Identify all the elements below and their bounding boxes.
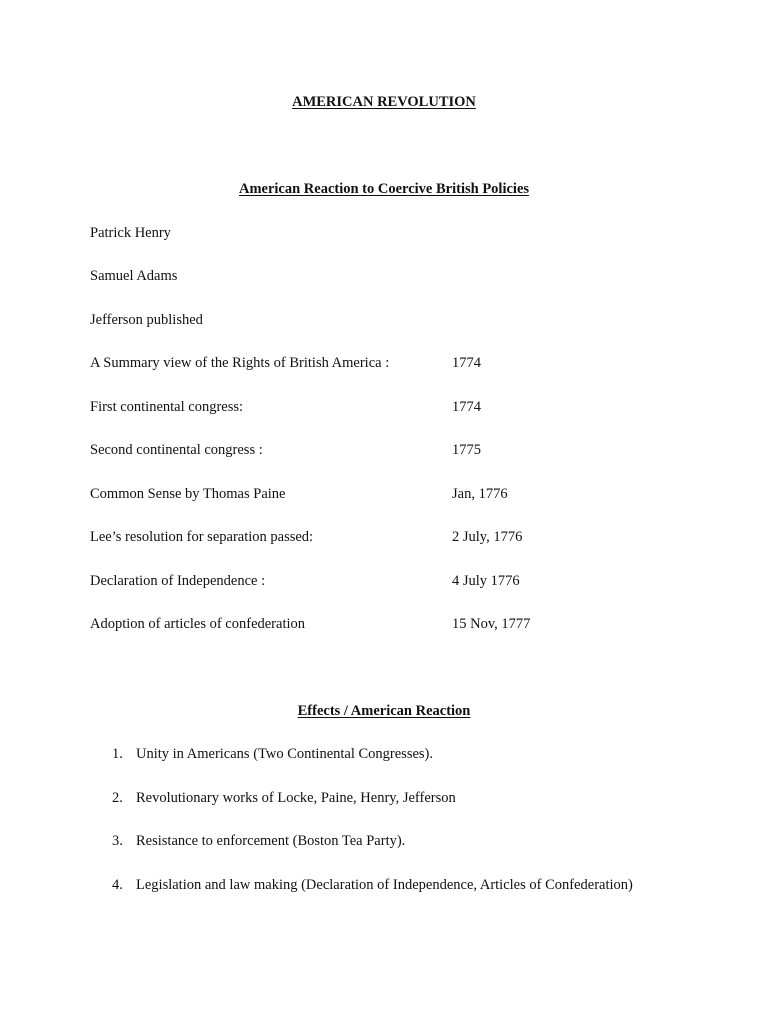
list-item (112, 790, 456, 807)
section-heading-effects: Effects / American Reaction (297, 703, 471, 719)
event-date: 15 Nov, 1777 (452, 616, 531, 632)
person-jefferson: Jefferson published (90, 312, 203, 328)
event-label: Lee’s resolution for separation passed: (90, 529, 314, 545)
event-row (90, 486, 690, 506)
event-date: Jan, 1776 (452, 486, 508, 502)
list-item (112, 877, 633, 894)
event-date: 2 July, 1776 (452, 529, 523, 545)
list-text: Legislation and law making (Declaration of Independence, Articles of Confederation) (136, 877, 633, 893)
list-number: 4. (112, 877, 123, 893)
event-label: First continental congress: (90, 399, 244, 415)
person-patrick-henry: Patrick Henry (90, 225, 171, 241)
list-text: Unity in Americans (Two Continental Congresses). (136, 746, 433, 762)
event-row (90, 573, 690, 593)
event-label: Adoption of articles of confederation (90, 616, 306, 632)
event-label: Second continental congress : (90, 442, 263, 458)
document-title: AMERICAN REVOLUTION (292, 94, 476, 110)
section-heading-reaction: American Reaction to Coercive British Policies (238, 181, 530, 197)
event-date: 1774 (452, 355, 481, 371)
list-number: 3. (112, 833, 123, 849)
event-label: Common Sense by Thomas Paine (90, 486, 286, 502)
event-row (90, 442, 690, 462)
person-samuel-adams: Samuel Adams (90, 268, 178, 284)
event-row (90, 529, 690, 549)
list-item (112, 833, 405, 850)
event-row (90, 355, 690, 375)
list-number: 2. (112, 790, 123, 806)
event-date: 1774 (452, 399, 481, 415)
event-row (90, 399, 690, 419)
event-row (90, 616, 690, 636)
list-text: Revolutionary works of Locke, Paine, Henry, Jefferson (136, 790, 456, 806)
event-label: Declaration of Independence : (90, 573, 266, 589)
event-date: 4 July 1776 (452, 573, 520, 589)
event-date: 1775 (452, 442, 481, 458)
list-text: Resistance to enforcement (Boston Tea Party). (136, 833, 406, 849)
list-item (112, 746, 433, 763)
event-label: A Summary view of the Rights of British America : (90, 355, 390, 371)
list-number: 1. (112, 746, 123, 762)
